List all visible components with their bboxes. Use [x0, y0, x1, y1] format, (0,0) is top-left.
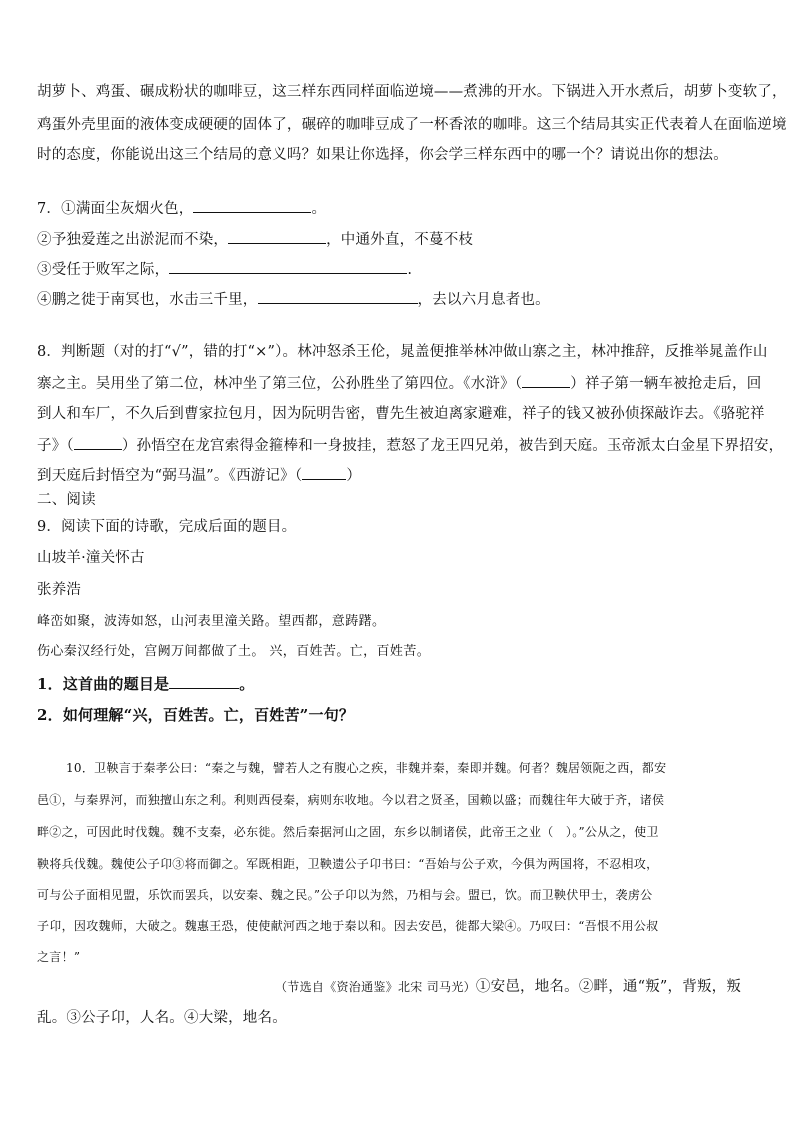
q9-subquestion-2: 2．如何理解“兴，百姓苦。亡，百姓苦”一句？: [37, 706, 355, 724]
q8-line-4: [37, 435, 783, 456]
q9-subquestion-1: [37, 674, 254, 694]
q8-line-3: 到人和车厂，不久后到曹家拉包月，因为阮明告密，曹先生被迫离家避难，祥子的钱又被孙侦探敲诈去。《骆驼祥: [37, 406, 765, 422]
q7-item-1-text: 7．①满面尘灰烟火色，: [37, 201, 194, 217]
q9-prompt: 9．阅读下面的诗歌，完成后面的题目。: [37, 519, 297, 535]
q10-source: （节选自《资治通鉴》北宋 司马光）: [275, 980, 476, 994]
q8-line-5: [37, 465, 361, 486]
section-heading-reading: 二、阅读: [37, 492, 96, 508]
q9-subquestion-1-text: 1．这首曲的题目是: [37, 675, 170, 693]
q7-blank-4[interactable]: [258, 289, 418, 304]
q7-item-3-end: .: [407, 262, 413, 278]
q8-line-5-end: ）: [346, 468, 362, 484]
q10-notes-1: ①安邑，地名。②畔，通“叛”，背叛，叛: [475, 979, 742, 995]
q10-notes-2: 乱。③公子卬，人名。④大梁，地名。: [37, 1010, 287, 1026]
q10-source-and-notes: [275, 977, 741, 997]
q10-line-7: 之言！”: [37, 950, 81, 964]
q7-item-4: [37, 289, 550, 310]
q8-line-2: [37, 373, 761, 394]
q8-line-2-text: 寨之主。吴用坐了第二位，林冲坐了第三位，公孙胜坐了第四位。《水浒》（: [37, 376, 523, 392]
q7-item-4-end: ，去以六月息者也。: [417, 292, 550, 308]
q10-line-2: 邑①，与秦界河，而独擅山东之利。利则西侵秦，病则东收地。今以君之贤圣，国赖以盛；而魏往年大破于齐，诸侯: [37, 793, 665, 807]
q9-poem-line-2: 伤心秦汉经行处，宫阙万间都做了土。 兴，百姓苦。亡，百姓苦。: [37, 644, 431, 659]
q10-line-5: 可与公子面相见盟，乐饮而罢兵，以安秦、魏之民。”公子卬以为然，乃相与会。盟已，饮。而卫鞅伏甲士，袭虏公: [37, 888, 653, 902]
q7-item-3: [37, 259, 412, 280]
q9-title-blank[interactable]: [169, 674, 239, 689]
q9-subquestion-1-end: 。: [239, 675, 255, 693]
q7-item-2: [37, 229, 473, 250]
q9-poem-author: 张养浩: [37, 582, 82, 598]
q7-blank-1[interactable]: [193, 198, 311, 213]
q8-line-4-text: 子》（: [37, 438, 74, 454]
q7-blank-2[interactable]: [228, 229, 326, 244]
q8-answer-blank-1[interactable]: [522, 373, 570, 388]
q7-item-4-text: ④鹏之徙于南冥也，水击三千里，: [37, 292, 258, 308]
q8-answer-blank-3[interactable]: [302, 465, 346, 480]
q8-line-1: 8．判断题（对的打“√”，错的打“×”）。林冲怒杀王伦，晁盖便推举林冲做山寨之主，林冲推辞，反推举晁盖作山: [37, 344, 768, 360]
q7-item-1-end: 。: [311, 201, 327, 217]
q9-poem-title: 山坡羊·潼关怀古: [37, 550, 145, 566]
q10-line-1: 10．卫鞅言于秦孝公曰：“秦之与魏，譬若人之有腹心之疾，非魏并秦，秦即并魏。何者？魏居领阨之西，都安: [66, 761, 667, 775]
q6-text-line-1: 胡萝卜、鸡蛋、碾成粉状的咖啡豆，这三样东西同样面临逆境——煮沸的开水。下锅进入开水煮后，胡萝卜变软了，: [37, 84, 787, 100]
q8-answer-blank-2[interactable]: [74, 435, 122, 450]
q8-line-2-end: ）祥子第一辆车被抢走后，回: [570, 376, 762, 392]
q8-line-5-text: 到天庭后封悟空为“弼马温”。《西游记》（: [37, 468, 303, 484]
q7-item-2-text: ②予独爱莲之出淤泥而不染，: [37, 232, 229, 248]
q10-line-3: 畔②之，可因此时伐魏。魏不支秦，必东徙。然后秦据河山之固，东乡以制诸侯，此帝王之业（ ）。”公从之，使卫: [37, 825, 659, 839]
q7-item-2-end: ，中通外直，不蔓不枝: [326, 232, 474, 248]
q7-blank-3[interactable]: [169, 259, 407, 274]
q8-line-4-end: ）孙悟空在龙宫索得金箍棒和一身披挂，惹怒了龙王四兄弟，被告到天庭。玉帝派太白金星下界招安，: [121, 438, 784, 454]
q9-poem-line-1: 峰峦如聚，波涛如怒，山河表里潼关路。望西都，意踌躇。: [37, 614, 386, 629]
q10-line-6: 子卬，因攻魏师，大破之。魏惠王恐，使使献河西之地于秦以和。因去安邑，徙都大梁④。乃叹曰：“吾恨不用公叔: [37, 919, 659, 933]
q6-text-line-2: 鸡蛋外壳里面的液体变成硬硬的固体了，碾碎的咖啡豆成了一杯香浓的咖啡。这三个结局其实正代表着人在面临逆境: [37, 117, 787, 133]
q10-line-4: 鞅将兵伐魏。魏使公子卬③将而御之。军既相距，卫鞅遗公子卬书曰：“吾始与公子欢，今俱为两国将，不忍相攻，: [37, 857, 659, 871]
q6-text-line-3: 时的态度，你能说出这三个结局的意义吗？如果让你选择，你会学三样东西中的哪一个？请说出你的想法。: [37, 147, 728, 163]
q7-item-3-text: ③受任于败军之际，: [37, 262, 170, 278]
q7-item-1: [37, 198, 326, 219]
